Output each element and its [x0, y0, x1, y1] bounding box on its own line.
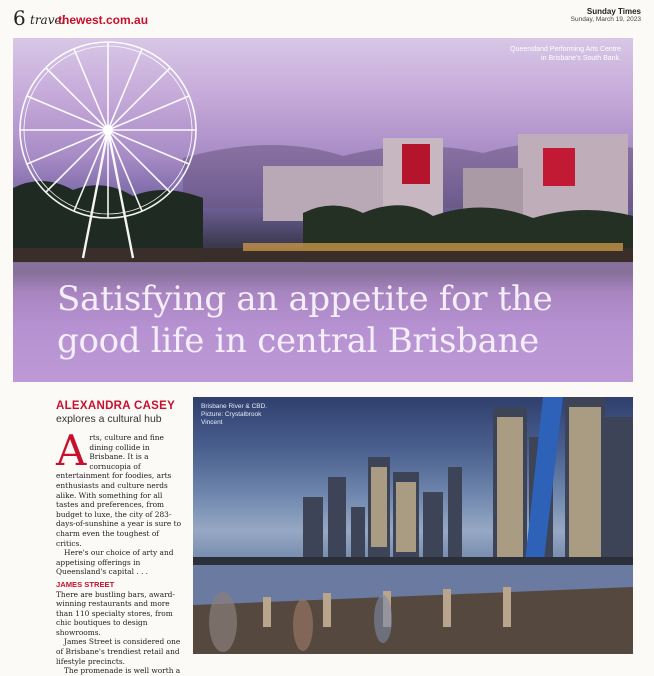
article-body — [56, 426, 186, 676]
crosshead: JAMES STREET — [56, 579, 115, 589]
body-paragraph: Here's our choice of arty and appetising offerings in Queensland's capital . . . — [56, 548, 174, 577]
article-subhead: explores a cultural hub — [56, 413, 162, 425]
body-paragraph: The promenade is well worth a — [64, 666, 181, 676]
body-paragraph: James Street is considered one of Brisbane's trendiest retail and lifestyle precincts. — [56, 637, 181, 666]
article-headline — [57, 278, 617, 362]
page-number: 6 — [13, 6, 26, 30]
issue-date: Sunday, March 19, 2023 — [570, 16, 641, 23]
article-column — [56, 400, 186, 676]
hero-photo — [13, 38, 633, 382]
hero-caption-line: Queensland Performing Arts Centre — [510, 46, 621, 53]
dropcap: A — [56, 426, 87, 475]
headline-line: good life in central Brisbane — [57, 321, 539, 361]
body-paragraph: There are bustling bars, award-winning restaurants and more than 110 specialty stores, from chic boutiques to design showrooms. — [56, 589, 175, 637]
page-header — [13, 6, 641, 32]
section-label: travel — [30, 13, 66, 27]
headline-line: Satisfying an appetite for the — [57, 279, 553, 319]
caption-line: Vincent — [201, 419, 223, 426]
caption-line: Picture: Crystalbrook — [201, 411, 262, 418]
author-byline: ALEXANDRA CASEY — [56, 400, 176, 412]
hero-caption-line: in Brisbane's South Bank. — [541, 55, 621, 62]
caption-line: Brisbane River & CBD. — [201, 403, 268, 410]
masthead — [571, 7, 641, 23]
city-photo-caption — [201, 403, 267, 427]
site-link[interactable]: thewest.com.au — [58, 13, 149, 27]
city-illustration — [193, 397, 633, 654]
hero-caption — [421, 45, 621, 63]
city-photo — [193, 397, 633, 654]
intro-paragraph: rts, culture and fine dining collide in Brisbane. It is a cornucopia of entertainment for foodies, arts enthusiasts and culture nerds alike. With something for all tastes and preferences, from budget to luxe, the city of 283-days-of-sunshine a year is sure to charm even the toughest of critics. — [56, 433, 182, 548]
paper-name: Sunday Times — [586, 7, 641, 16]
